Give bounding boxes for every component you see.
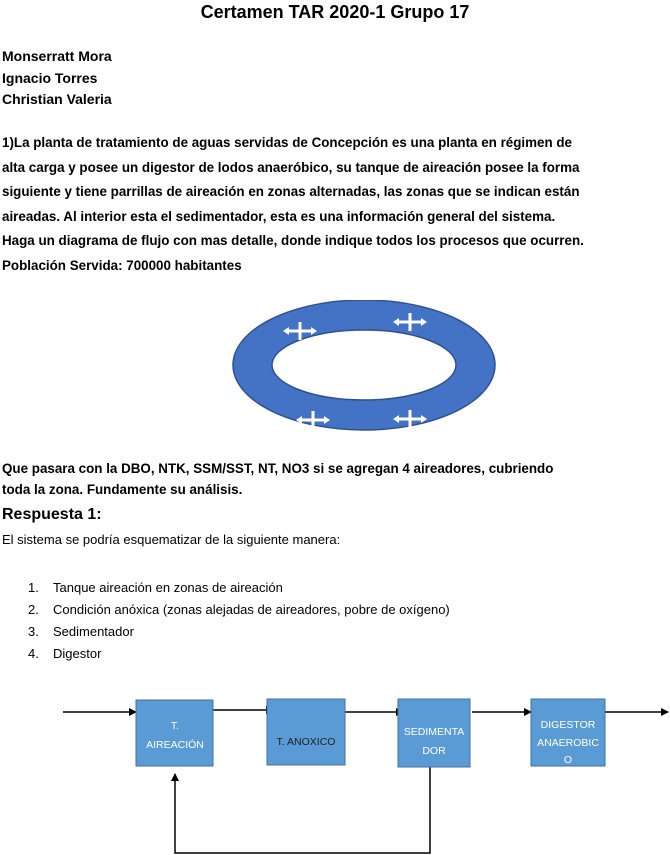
question-1-line: aireadas. Al interior esta el sedimentador, esta es una información general del sistema. (2, 208, 556, 224)
list-text: Tanque aireación en zonas de aireación (53, 580, 283, 595)
answer-heading: Respuesta 1: (2, 506, 102, 523)
box-label: O (563, 754, 573, 766)
list-item (28, 577, 450, 599)
question-1-line: 1)La planta de tratamiento de aguas servidas de Concepción es una planta en régimen de (2, 135, 573, 150)
list-text: Condición anóxica (zonas alejadas de aireadores, pobre de oxígeno) (53, 602, 450, 617)
author-list (2, 46, 112, 111)
document-title: Certamen TAR 2020-1 Grupo 17 (200, 2, 470, 22)
list-number: 1. (28, 580, 39, 595)
question-1-line: siguiente y tiene parrillas de aireación en zonas alternadas, las zonas que se indican están (2, 184, 580, 199)
box-label: ANAEROBIC (537, 737, 599, 749)
process-box-anoxico (267, 699, 345, 765)
list-item (28, 621, 450, 643)
box-label: T. ANOXICO (276, 736, 336, 748)
list-number: 3. (28, 624, 39, 639)
list-item (28, 599, 450, 621)
process-list (28, 577, 450, 665)
aeration-tank-diagram (0, 300, 670, 440)
box-label: SEDIMENTA (403, 726, 465, 738)
box-label: AIREACIÓN (146, 739, 204, 751)
list-number: 2. (28, 602, 39, 617)
list-text: Digestor (53, 646, 102, 661)
answer-intro: El sistema se podría esquematizar de la siguiente manera: (2, 532, 341, 547)
aeration-tank-ring (233, 300, 495, 430)
question-1-line: alta carga y posee un digestor de lodos anaeróbico, su tanque de aireación posee la forma (2, 159, 580, 175)
author-name: Monserratt Mora (2, 48, 112, 64)
question-2-line: toda la zona. Fundamente su análisis. (2, 482, 243, 497)
box-label: DIGESTOR (540, 719, 596, 731)
author-name: Ignacio Torres (2, 69, 98, 86)
question-2-line: Que pasara con la DBO, NTK, SSM/SST, NT, NO3 si se agregan 4 aireadores, cubriendo (2, 461, 554, 476)
question-2 (2, 458, 664, 500)
sludge-recycle-arrow (175, 762, 430, 853)
question-1 (2, 131, 664, 278)
process-box-sedimentador (398, 699, 470, 767)
box-label: DOR (422, 745, 446, 757)
list-item (28, 643, 450, 665)
author-name: Christian Valeria (2, 91, 112, 107)
flow-diagram (0, 690, 670, 855)
process-box-digestor (531, 699, 605, 766)
box-label: T. (170, 720, 180, 732)
question-1-line: Haga un diagrama de flujo con mas detalle, donde indique todos los procesos que ocurren. (2, 233, 584, 248)
list-text: Sedimentador (53, 624, 134, 639)
question-1-line: Población Servida: 700000 habitantes (2, 257, 242, 273)
list-number: 4. (28, 646, 39, 661)
process-box-aireacion (136, 700, 213, 766)
